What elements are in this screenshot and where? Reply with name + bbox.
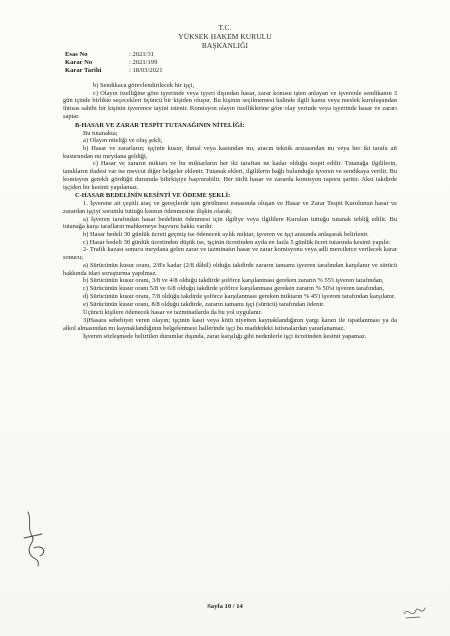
case-info xyxy=(65,51,163,75)
case-info-label: Karar No xyxy=(65,58,93,66)
body-paragraph: a) Sürücünün kusur oranı, 2/8'e kadar (2/8 dâhil) olduğu takdirde zararın tamamı işveren tarafından karşılanır ve sürücü hakkında idari soruşturma yapılmaz. xyxy=(63,261,397,277)
document-body xyxy=(63,82,397,340)
body-paragraph: e) Sürücünün kusur oranı, 8/8 olduğu takdirde, zararın tamamı işçi (sürücü) tarafından ödenir. xyxy=(83,300,325,308)
body-paragraph: b) Sendikaca görevlendirilecek bir işçi, xyxy=(93,82,194,89)
header-office: BAŞKANLIĞI xyxy=(201,41,249,50)
case-info-value: : 2021/199 xyxy=(129,58,158,66)
body-paragraph: b) Sürücünün kusur oranı, 3/8 ve 4/8 olduğu takdirde şoförce karşılanması gereken zararın % 55'i işveren tarafından, xyxy=(83,277,384,285)
handwritten-signature xyxy=(18,508,58,578)
header-institution: YÜKSEK HAKEM KURULU xyxy=(178,32,272,41)
case-info-row xyxy=(65,59,163,67)
body-paragraph: d) Sürücünün kusur oranı, 7/8 olduğu takdirde şoförce karşılanması gereken miktarın % 45'i işveren tarafından karşılanır. xyxy=(83,292,396,300)
case-info-row xyxy=(65,67,163,75)
section-heading: C-HASAR BEDELİNİN KESİNTİ VE ÖDEME ŞEKLİ: xyxy=(75,192,231,200)
case-info-value: : 2021/31 xyxy=(129,51,155,58)
body-paragraph: a) Olayın niteliği ve oluş şekli, xyxy=(83,137,163,145)
body-paragraph: 1. İşverene ait çeşitli araç ve gereçlerde işin görülmesi esnasında oluşan ve Hasar ve Zarar Tespit Kurulunun hasar ve zarardan işçiyi sorumlu tuttuğu kısmın ödenmesine ilişkin olarak; xyxy=(63,200,397,215)
header-country: T.C. xyxy=(218,23,232,32)
case-info-label: Karar Tarihi xyxy=(65,66,102,74)
section-heading: B-HASAR VE ZARAR TESPİT TUTANAĞININ NİTELİĞİ: xyxy=(75,121,245,129)
body-paragraph: Üçüncü kişilere ödenecek hasar ve tazminatlarda da bu yol uygulanır. xyxy=(83,309,263,317)
body-paragraph: c) Hasar ve zararın miktarı ve bu miktarların her iki taraftan ne kadar olduğu tespit edilir. Tutanağa ilgililerin, tanıkların ifadesi var ise mevcut diğer belgeler eklenir. Tutanak ekleri, ilgililerin bağlı bulunduğu işveren ve sendikaya verilir. Bu komisyon gerekli gördüğü durumda bilirkişiye başvurabilir. Her türlü hasar ve zararda komisyon raporu şarttır. Aksi takdirde işçiden bir kesinti yapılamaz. xyxy=(63,160,397,191)
body-paragraph: b) Hasar ve zararların; işçinin kusur, ihmal veya kastından mı, aracın teknik arızasından mı veya her iki tarafa ait kusurundan mı meydana geldiği, xyxy=(63,144,397,160)
body-paragraph: b) Hasar bedeli 30 günlük ücreti geçmiş ise ödenecek aylık miktar, işveren ve işçi arasında anlaşarak belirlenir. xyxy=(83,231,369,239)
case-info-row xyxy=(65,51,163,59)
page-number: Sayfa 10 / 14 xyxy=(207,603,243,610)
case-info-label: Esas No xyxy=(65,51,88,58)
body-paragraph: c) Olayın özelliğine göre işyerinde veya işyeri dışından hasar, zarar konusu işten anlayan ve işverenle sendikanın 3 gün içinde birlikte seçecekleri üçüncü bir kişiden oluşur. Bu kişinin seçilmemesi halinde ilgili kamu veya meslek kuruluşundan ihtisas sahibi bir kişinin işverence tayini istenir. Komisyon olayın özelliklerine göre olay yerinde veya işyerinde hasar ve zararı saptar. xyxy=(63,89,397,120)
body-paragraph: Bu tutanakta; xyxy=(83,129,118,137)
case-info-value: : 18/03/2021 xyxy=(129,66,163,74)
body-paragraph: c) Hasar bedeli 30 günlük ücretinden düşük ise, işçinin ücretinden ayda en fazla 5 günlük ücret tutarında kesinti yapılır. xyxy=(83,238,391,246)
body-paragraph: 3)Hasara sebebiyet veren olayın; işçinin kasıt veya kötü niyetten kaynaklandığının yargı kararı ile ispatlanması ya da alkol almasından mı kaynaklandığının belgelenmesi hallerinde işçi bu maddedeki istisnalardan yararlanamaz. xyxy=(63,317,397,332)
body-paragraph: a) İşveren tarafından hasar bedelinin ödenmesi için ilgiliye veya ilgililere Kurulun tuttuğu tutanak tebliğ edilir. Bu tutanağa karşı tarafların mahkemeye başvuru hakkı vardır. xyxy=(63,215,397,231)
body-paragraph: 2- Trafik kazası sonucu meydana gelen zarar ve tazminatın hasar ve zarar komisyonu veya adli mercilerce verilecek karar sonucu; xyxy=(63,246,397,262)
body-paragraph: İşveren sözleşmede belirtilen durumlar dışında, zarar karşılığı gibi nedenlerle işçi ücretinden kesinti yapamaz. xyxy=(83,332,367,340)
body-paragraph: c) Sürücünün kusur oranı 5/8 ve 6/8 olduğu takdirde şoförce karşılanması gereken zararın % 50'si işveren tarafından, xyxy=(83,285,384,293)
